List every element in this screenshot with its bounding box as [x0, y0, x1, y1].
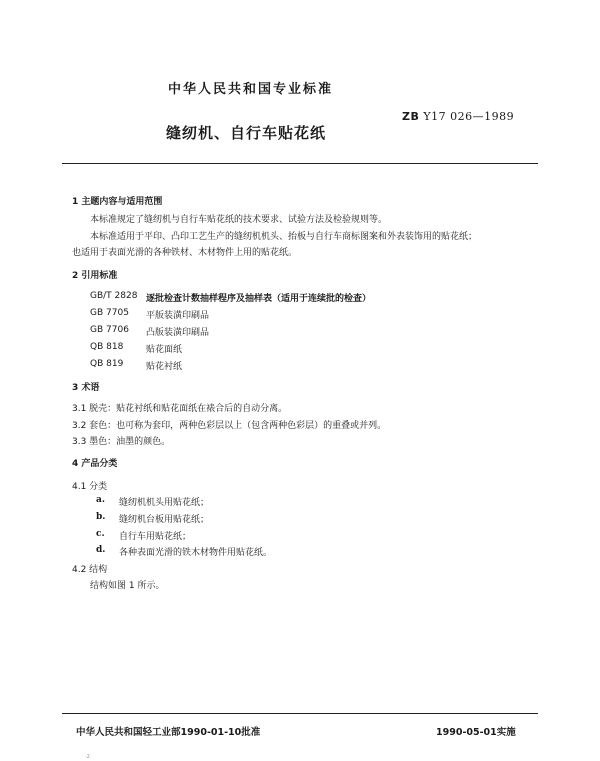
- reference-code: GB/T 2828: [90, 291, 138, 301]
- document-title: 缝纫机、自行车贴花纸: [166, 124, 327, 142]
- section-1-paragraph-1: 本标准规定了缝纫机与自行车贴花纸的技术要求、试验方法及检验规则等。: [90, 215, 388, 225]
- reference-code: GB 7705: [90, 308, 129, 318]
- standard-category: 中华人民共和国专业标准: [168, 82, 334, 97]
- reference-code: QB 818: [90, 342, 124, 352]
- standard-code-prefix: ZB: [402, 110, 420, 123]
- section-1-paragraph-2: 本标准适用于平印、凸印工艺生产的缝纫机机头、抬板与自行车商标图案和外表装饰用的贴花纸；: [90, 232, 478, 242]
- list-item: 自行车用贴花纸；: [119, 532, 192, 542]
- list-item-marker: a.: [96, 495, 105, 505]
- list-item: 缝纫机台板用贴花纸；: [119, 515, 210, 525]
- subsection-4-1: 4.1 分类: [72, 482, 108, 492]
- section-1-heading: 1 主题内容与适用范围: [72, 197, 163, 207]
- subsection-4-2: 4.2 结构: [72, 565, 108, 575]
- page-mark: ·2·: [85, 754, 92, 760]
- list-item-marker: b.: [96, 512, 106, 522]
- reference-title: 逐批检查计数抽样程序及抽样表（适用于连续批的检查）: [146, 294, 372, 304]
- section-2-heading: 2 引用标准: [72, 271, 118, 281]
- section-3-heading: 3 术语: [72, 383, 100, 393]
- reference-code: QB 819: [90, 359, 124, 369]
- approval-statement: 中华人民共和国轻工业部1990-01-10批准: [76, 727, 261, 738]
- term-item: 3.3 墨色：油墨的颜色。: [72, 437, 171, 447]
- reference-title: 平版装潢印刷品: [146, 311, 210, 321]
- subsection-4-2-text: 结构如图 1 所示。: [90, 581, 165, 591]
- standard-code: [402, 110, 514, 123]
- list-item: 缝纫机机头用贴花纸；: [119, 498, 210, 508]
- section-4-heading: 4 产品分类: [72, 459, 118, 469]
- term-item: 3.1 脱壳：贴花衬纸和贴花面纸在裱合后的自动分离。: [72, 404, 288, 414]
- reference-title: 贴花衬纸: [146, 362, 183, 372]
- reference-title: 凸版装潢印刷品: [146, 328, 210, 338]
- footer-divider: [62, 713, 538, 714]
- list-item-marker: c.: [96, 529, 105, 539]
- list-item-marker: d.: [96, 545, 106, 555]
- effective-date: 1990-05-01实施: [436, 727, 516, 738]
- reference-code: GB 7706: [90, 325, 129, 335]
- term-item: 3.2 套色：也可称为套印，两种色彩层以上（包含两种色彩层）的重叠或并列。: [72, 421, 387, 431]
- reference-title: 贴花面纸: [146, 345, 183, 355]
- list-item: 各种表面光滑的铁木材物件用贴花纸。: [119, 548, 273, 558]
- standard-code-number: Y17 026—1989: [423, 110, 515, 123]
- section-1-paragraph-2-cont: 也适用于表面光滑的各种铁材、木材物件上用的贴花纸。: [72, 248, 298, 258]
- header-divider: [62, 163, 538, 164]
